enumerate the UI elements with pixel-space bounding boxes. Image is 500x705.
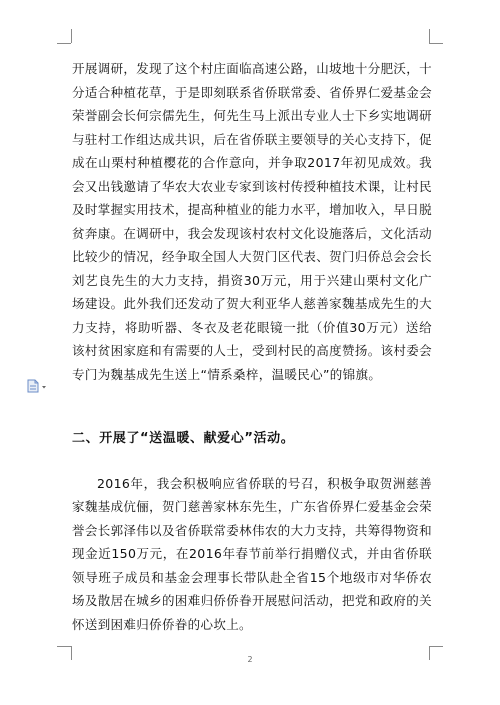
section-heading: 二、开展了“送温暖、献爱心”活动。 bbox=[72, 431, 295, 446]
document-body bbox=[72, 57, 432, 636]
crop-mark-top-left-h bbox=[57, 43, 71, 44]
document-options-icon-graphic bbox=[26, 379, 50, 393]
paragraph-spacer bbox=[72, 386, 432, 407]
paragraph-1: 开展调研，发现了这个村庄面临高速公路，山坡地十分肥沃，十分适合种植花草，于是即刻联系省侨联常委、省侨界仁爱基金会荣誉副会长何宗儒先生，何先生马上派出专业人士下乡实地调研与驻村工作组达成共识，后在省侨联主要领导的关心支持下，促成在山栗村种植樱花的合作意向，并争取2017年初见成效。我会又出钱邀请了华农大农业专家到该村传授种植技术课，让村民及时掌握实用技术，提高种植业的能力水平，增加收入，早日脱贫奔康。在调研中，我会发现该村农村文化设施落后，文化活动比较少的情况，经争取全国人大贺门区代表、贺门归侨总会会长刘艺良先生的大力支持，捐资30万元，用于兴建山栗村文化广场建设。此外我们还发动了贺大利亚华人慈善家魏基成先生的大力支持，将助听器、冬衣及老花眼镜一批（价值30万元）送给该村贫困家庭和有需要的人士，受到村民的高度赞扬。该村委会专门为魏基成先生送上“情系桑梓，温暖民心”的锦旗。 bbox=[72, 61, 432, 382]
crop-mark-top-right-h bbox=[429, 43, 443, 44]
crop-mark-top-right-v bbox=[429, 29, 430, 43]
paragraph-spacer bbox=[72, 451, 432, 472]
document-options-icon[interactable] bbox=[26, 378, 50, 392]
crop-mark-bottom-right-h bbox=[429, 646, 443, 647]
crop-mark-bottom-left-h bbox=[57, 646, 71, 647]
page-number: 2 bbox=[247, 655, 253, 664]
paragraph-2: 2016年，我会积极响应省侨联的号召，积极争取贺洲慈善家魏基成伉俪，贺门慈善家林东先生，广东省侨界仁爱基金会荣誉会长郭泽伟以及省侨联常委林伟农的大力支持，共筹得物资和现金近150万元，在2016年春节前举行捐赠仪式，并由省侨联领导班子成员和基金会理事长带队赴全省15个地级市对华侨农场及散居在城乡的困难归侨侨眷开展慰问活动，把党和政府的关怀送到困难归侨侨眷的心坎上。 bbox=[72, 475, 432, 632]
crop-mark-top-left-v bbox=[71, 29, 72, 43]
